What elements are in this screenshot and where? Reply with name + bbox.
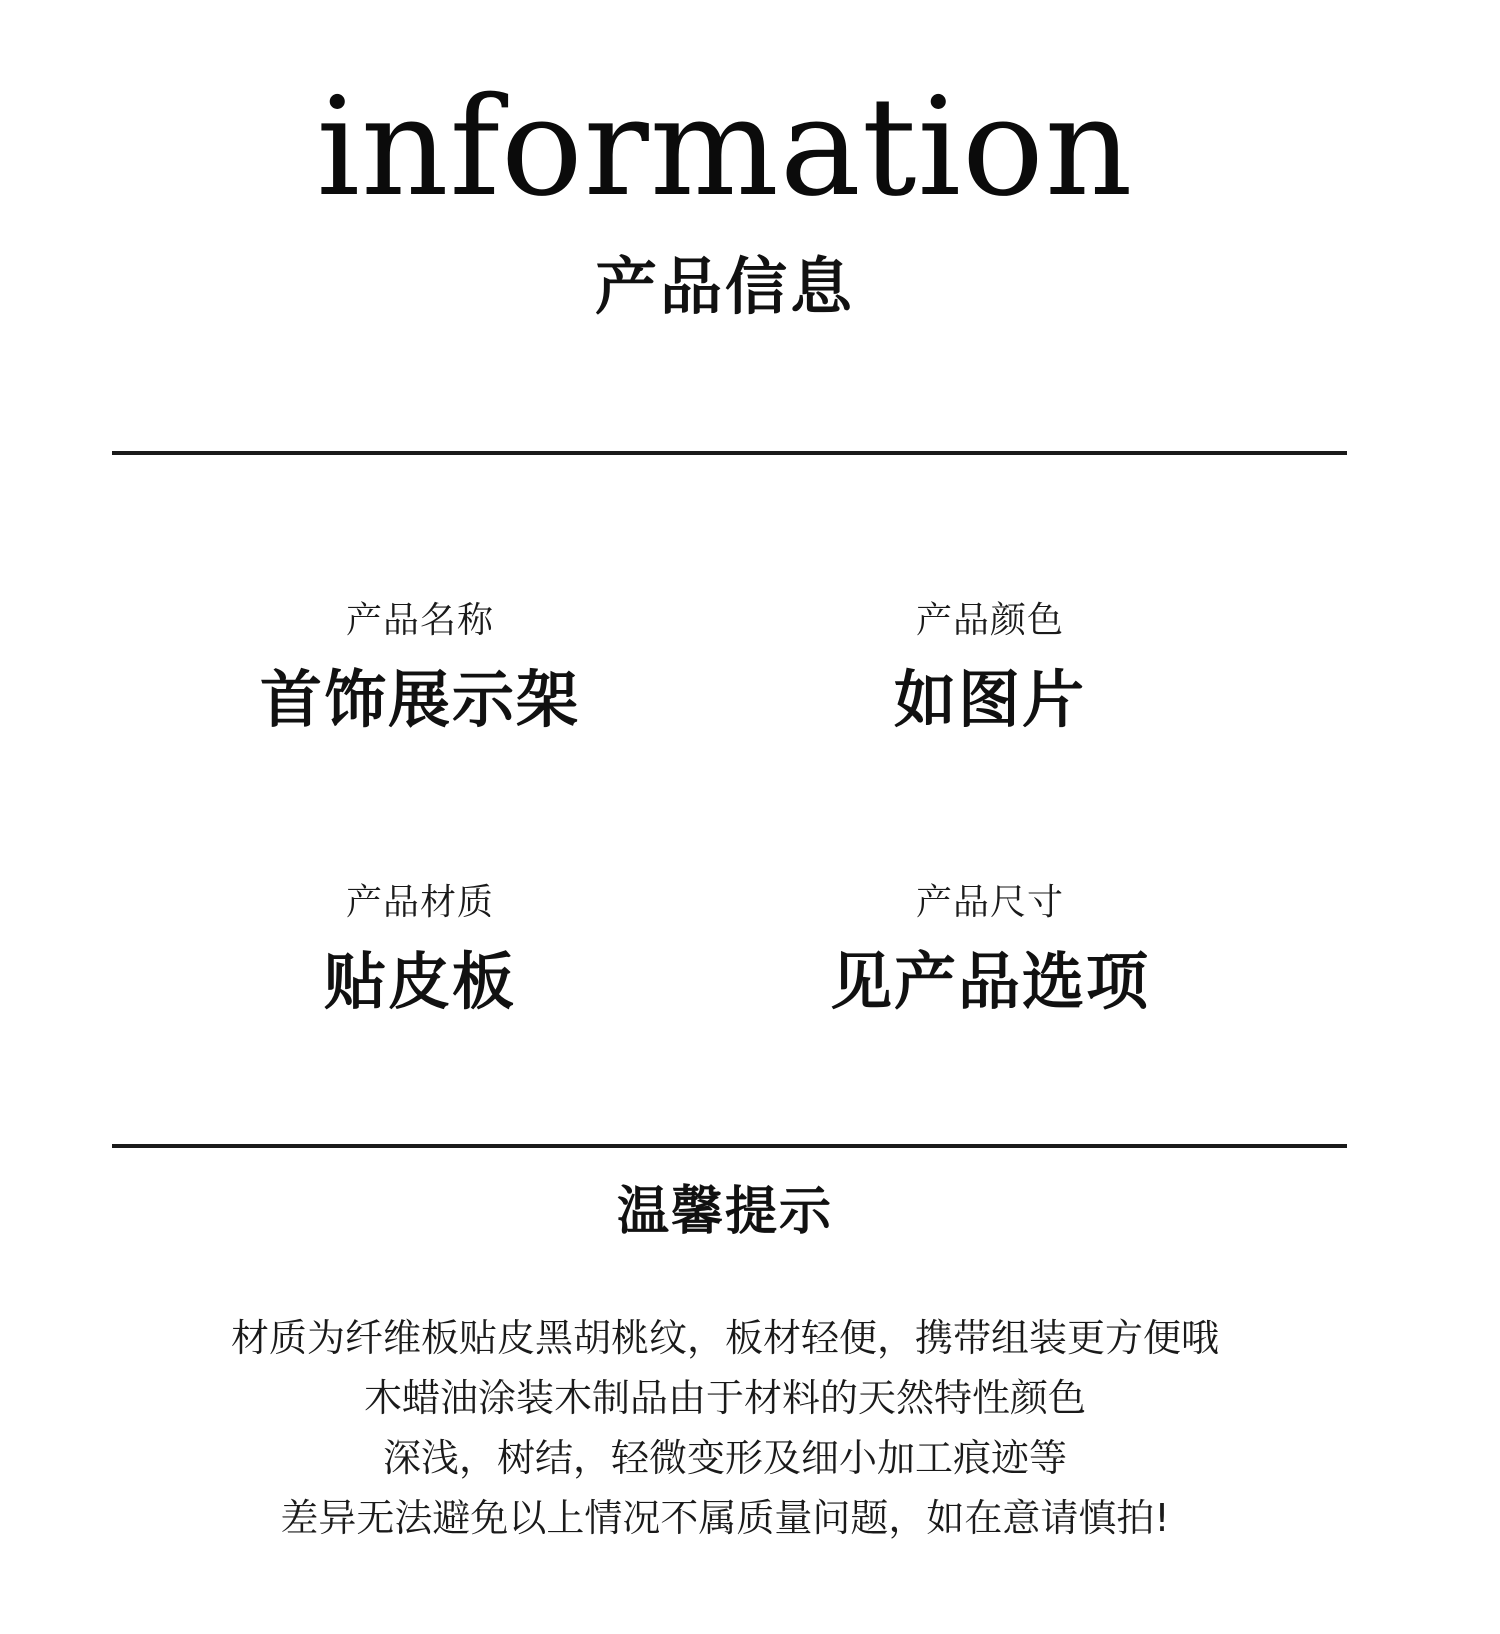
info-value: 如图片 (893, 663, 1086, 736)
info-value: 见产品选项 (829, 945, 1150, 1018)
info-value: 贴皮板 (323, 945, 516, 1018)
info-label: 产品尺寸 (915, 882, 1064, 923)
tips-line: 深浅，树结，轻微变形及细小加工痕迹等 (382, 1436, 1067, 1480)
info-label: 产品材质 (345, 882, 494, 923)
page-title-en: information (316, 69, 1134, 227)
tips-line: 材质为纤维板贴皮黑胡桃纹，板材轻便，携带组装更方便哦 (230, 1316, 1219, 1360)
top-divider (112, 451, 1347, 455)
tips-line: 木蜡油涂装木制品由于材料的天然特性颜色 (363, 1376, 1086, 1420)
info-product-material (140, 882, 700, 1018)
info-product-color (710, 600, 1270, 736)
page-title-cn: 产品信息 (594, 250, 855, 323)
info-product-name (140, 600, 700, 736)
info-label: 产品名称 (345, 600, 494, 641)
info-product-size (710, 882, 1270, 1018)
bottom-divider (112, 1144, 1347, 1148)
info-label: 产品颜色 (915, 600, 1064, 641)
tips-line: 差异无法避免以上情况不属质量问题，如在意请慎拍! (280, 1496, 1170, 1540)
tips-body (0, 1308, 1450, 1548)
tips-title: 温馨提示 (616, 1182, 833, 1242)
info-value: 首饰展示架 (259, 663, 580, 736)
